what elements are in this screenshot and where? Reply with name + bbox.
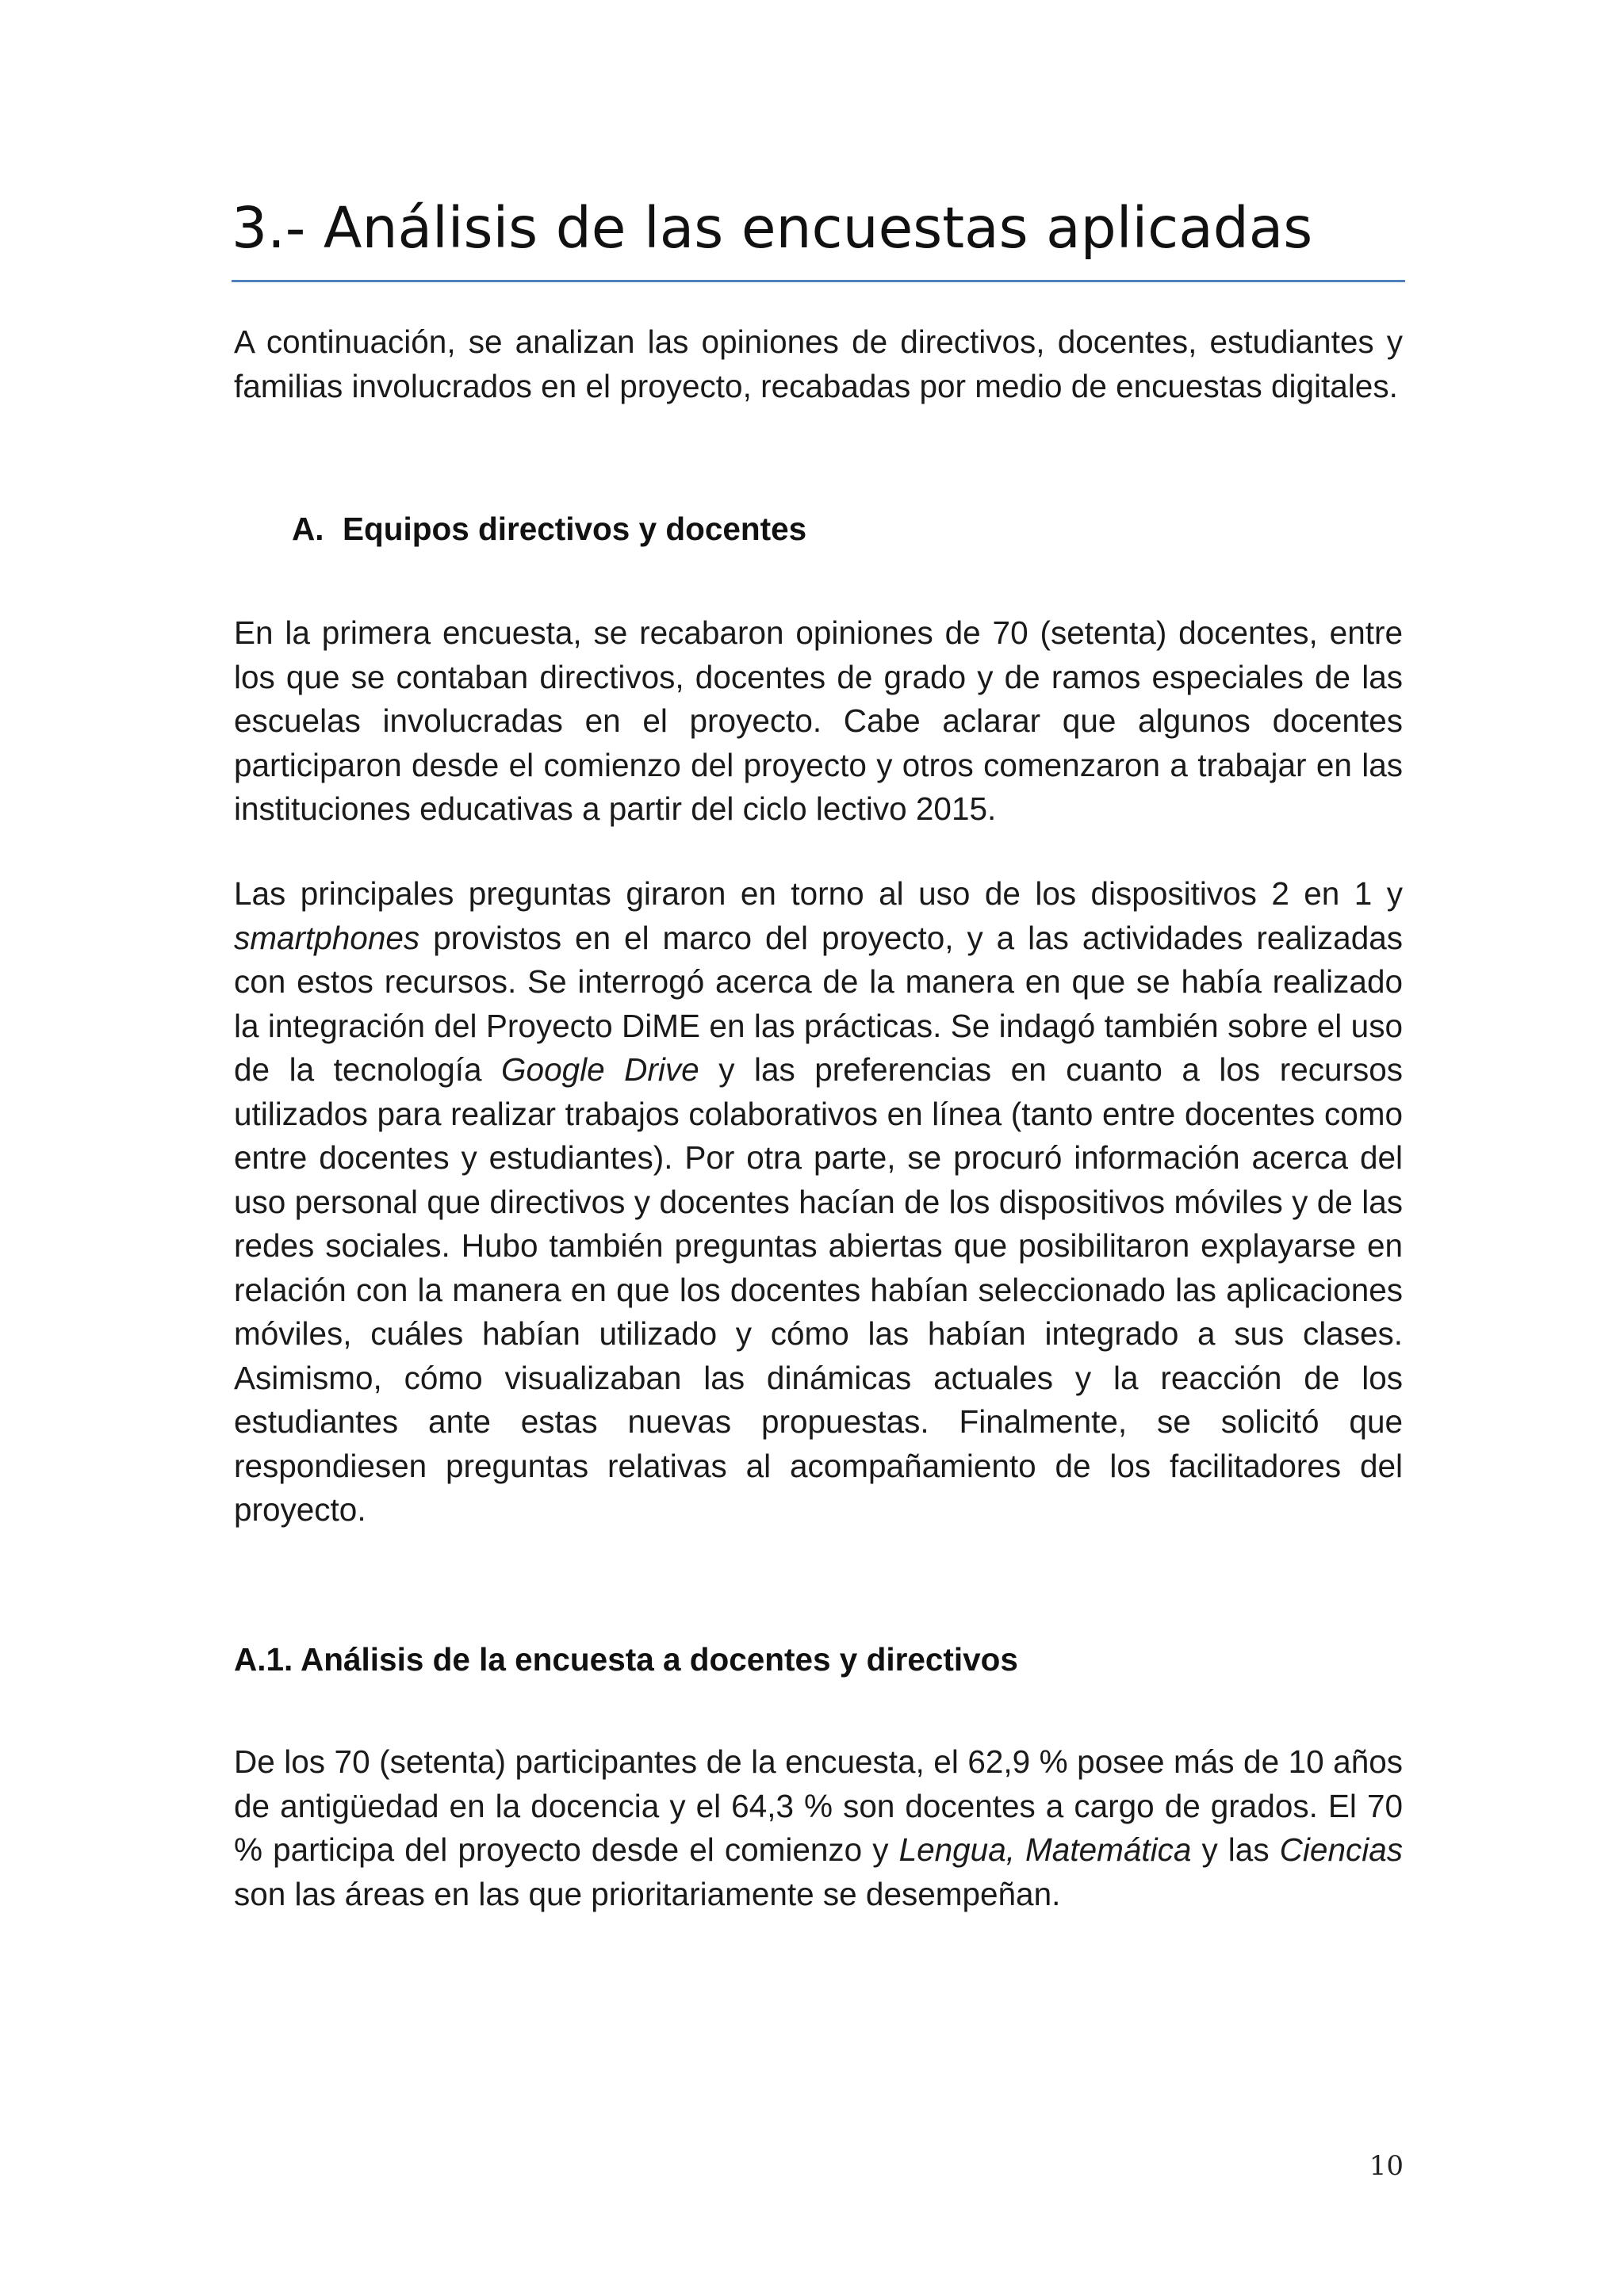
survey-analysis-text-2: y las: [1191, 1831, 1280, 1868]
section-title: 3.- Análisis de las encuestas aplicadas: [232, 195, 1313, 261]
main-questions-paragraph: [234, 872, 1403, 1533]
subsection-a1-heading: A.1. Análisis de la encuesta a docentes y directivos: [234, 1641, 1018, 1678]
subsection-a-heading: [292, 507, 806, 551]
survey-analysis-text-3: son las áreas en las que prioritariamente se desempeñan.: [234, 1875, 1061, 1912]
subsection-a-letter: A.: [292, 511, 324, 547]
term-lengua-matematica: Lengua, Matemática: [898, 1831, 1192, 1868]
term-smartphones: smartphones: [234, 919, 420, 956]
page-number: 10: [1369, 2150, 1404, 2182]
subsection-a-title: Equipos directivos y docentes: [343, 511, 807, 547]
first-survey-paragraph: En la primera encuesta, se recabaron opiniones de 70 (setenta) docentes, entre los que se contaban directivos, docentes de grado y de ramos especiales de las escuelas involucradas en el proyecto. Cabe aclarar que algunos docentes participaron desde el comienzo del proyecto y otros comenzaron a trabajar en las instituciones educativas a partir del ciclo lectivo 2015.: [234, 614, 1403, 827]
term-google-drive: Google Drive: [501, 1051, 699, 1088]
survey-analysis-paragraph: [234, 1740, 1403, 1916]
title-underline-rule: [232, 280, 1405, 282]
main-questions-text-2: provistos en el marco del proyecto, y a las actividades realizadas con estos recursos. Se interrogó acerca de la manera en que se había realizado la integración del Proyecto DiME en las prácticas. Se indagó también sobre el uso de la tecnología: [234, 919, 1403, 1088]
survey-analysis-text-1: De los 70 (setenta) participantes de la encuesta, el 62,9 % posee más de 10 años de antigüedad en la docencia y el 64,3 % son docentes a cargo de grados. El 70 % participa del proyecto desde el comienzo y: [234, 1743, 1403, 1868]
main-questions-text-3: y las preferencias en cuanto a los recursos utilizados para realizar trabajos colaborativos en línea (tanto entre docentes como entre docentes y estudiantes). Por otra parte, se procuró información acerca del uso personal que directivos y docentes hacían de los dispositivos móviles y de las redes sociales. Hubo también preguntas abiertas que posibilitaron explayarse en relación con la manera en que los docentes habían seleccionado las aplicaciones móviles, cuáles habían utilizado y cómo las habían integrado a sus clases. Asimismo, cómo visualizaban las dinámicas actuales y la reacción de los estudiantes ante estas nuevas propuestas. Finalmente, se solicitó que respondiesen preguntas relativas al acompañamiento de los facilitadores del proyecto.: [234, 1051, 1404, 1528]
term-ciencias: Ciencias: [1279, 1831, 1403, 1868]
intro-paragraph: A continuación, se analizan las opiniones de directivos, docentes, estudiantes y familias involucrados en el proyecto, recabadas por medio de encuestas digitales.: [234, 323, 1403, 404]
main-questions-text-1: Las principales preguntas giraron en torno al uso de los dispositivos 2 en 1 y: [234, 875, 1403, 912]
